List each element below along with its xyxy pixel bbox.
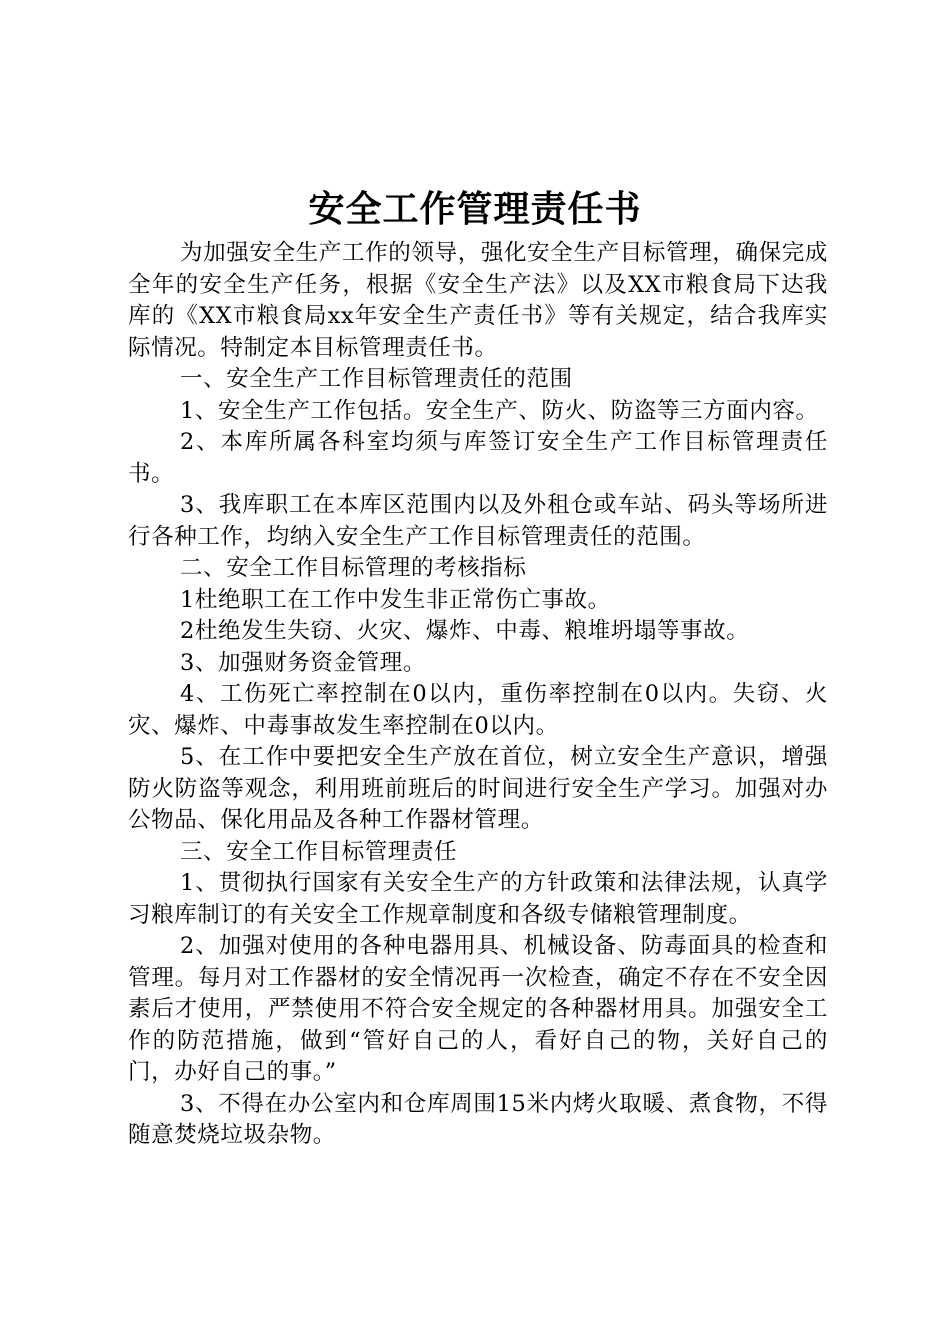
section-heading-indicators: 二、安全工作目标管理的考核指标 — [180, 555, 527, 581]
intro-paragraph: 为加强安全生产工作的领导，强化安全生产目标管理，确保完成全年的安全生产任务，根据《安全生产法》以及XX市粮食局下达我库的《XX市粮食局xx年安全生产责任书》等有关规定，结合我库实际情况。特制定本目标管理责任书。 — [128, 240, 828, 361]
indicator-item-3: 3、加强财务资金管理。 — [180, 649, 426, 676]
scope-item-3: 3、我库职工在本库区范围内以及外租仓或车站、码头等场所进行各种工作，均纳入安全生产工作目标管理责任的范围。 — [128, 492, 828, 550]
indicator-item-5: 5、在工作中要把安全生产放在首位，树立安全生产意识，增强防火防盗等观念，利用班前班后的时间进行安全生产学习。加强对办公物品、保化用品及各种工作器材管理。 — [128, 744, 828, 833]
section-heading-responsibility: 三、安全工作目标管理责任 — [180, 838, 458, 865]
responsibility-item-2: 2、加强对使用的各种电器用具、机械设备、防毒面具的检查和管理。每月对工作器材的安全情况再一次检查，确定不存在不安全因素后才使用，严禁使用不符合安全规定的各种器材用具。加强安全工作的防范措施，做到“管好自己的人，看好自己的物，关好自己的门，办好自己的事。” — [128, 933, 828, 1085]
scope-item-1: 1、安全生产工作包括。安全生产、防火、防盗等三方面内容。 — [180, 397, 819, 424]
document-body — [128, 238, 828, 1152]
indicator-item-2: 2杜绝发生失窃、火灾、爆炸、中毒、粮堆坍塌等事故。 — [180, 618, 750, 644]
scope-item-2: 2、本库所属各科室均须与库签订安全生产工作目标管理责任书。 — [128, 429, 828, 487]
document-title: 安全工作管理责任书 — [308, 188, 642, 230]
indicator-item-4: 4、工伤死亡率控制在0以内，重伤率控制在0以内。失窃、火灾、爆炸、中毒事故发生率控制在0以内。 — [128, 681, 828, 739]
indicator-item-1: 1杜绝职工在工作中发生非正常伤亡事故。 — [180, 586, 611, 613]
responsibility-item-3: 3、不得在办公室内和仓库周围15米内烤火取暖、煮食物，不得随意焚烧垃圾杂物。 — [128, 1090, 828, 1148]
section-heading-scope: 一、安全生产工作目标管理责任的范围 — [180, 366, 573, 392]
responsibility-item-1: 1、贯彻执行国家有关安全生产的方针政策和法律法规，认真学习粮库制订的有关安全工作规章制度和各级专储粮管理制度。 — [128, 870, 828, 928]
